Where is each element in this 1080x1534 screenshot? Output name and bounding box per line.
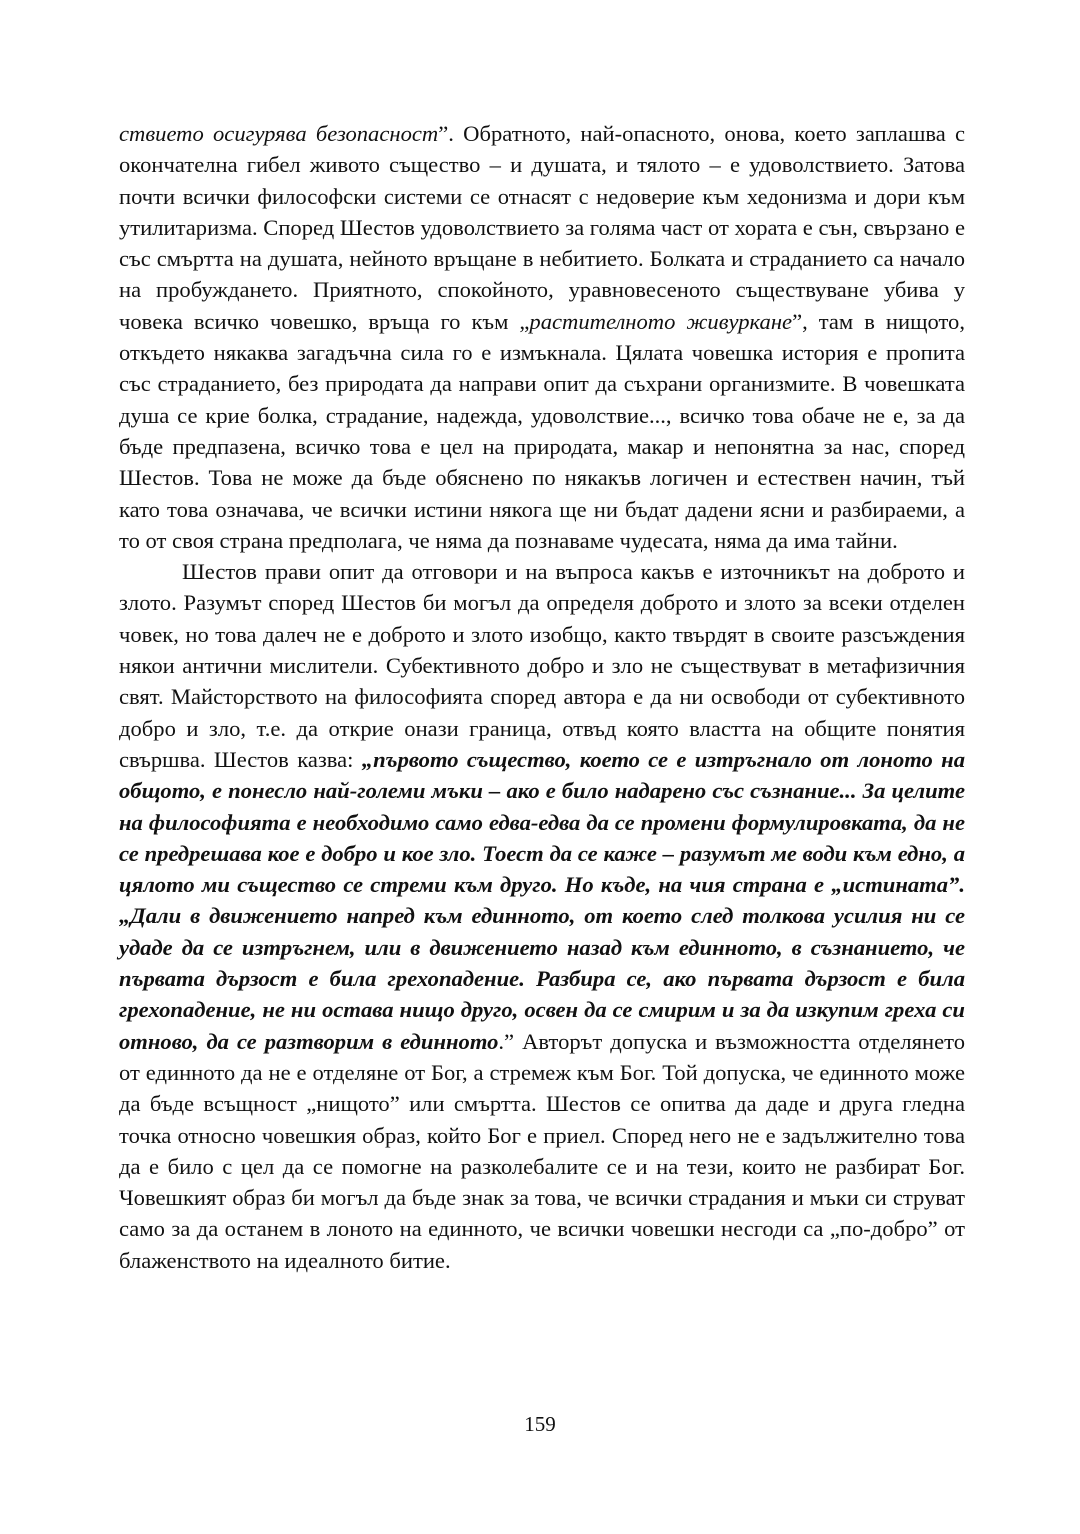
page-body xyxy=(119,118,965,1276)
page-number: 159 xyxy=(524,1412,556,1436)
body-text: Шестов прави опит да отговори и на въпроса какъв е източникът на доброто и злото. Разумът според Шестов би могъл да определя доброто и злото за всеки отделен човек, но това далеч не е доброто и злото изобщо, както твърдят в своите разсъждения някои антични мислители. Субективното добро и зло не съществуват в метафизичния свят. Майсторството на философията според автора е да ни освободи от субективното добро и зло, т.е. да открие онази граница, отвъд която властта на общите понятия свършва. Шестов казва: xyxy=(119,559,965,772)
italic-text: растителното живуркане xyxy=(529,308,793,334)
paragraph-1 xyxy=(119,118,965,556)
body-text: ”, там в нищото, откъдето някаква загадъчна сила го е измъкнала. Цялата човешка история е пропита със страданието, без природата да направи опит да съхрани организмите. В човешката душа се крие болка, страдание, надежда, удоволствие..., всичко това обаче не е, за да бъде предпазена, всичко това е цел на природата, макар и непонятна за нас, според Шестов. Това не може да бъде обяснено по някакъв логичен и естествен начин, тъй като това означава, че всички истини някога ще ни бъдат дадени ясни и разбираеми, а то от своя страна предполага, че няма да познаваме чудесата, няма да има тайни. xyxy=(119,308,965,553)
body-text: ”. Обратното, най-опасното, онова, което заплашва с окончателна гибел живото същество – и душата, и тялото – е удоволствието. Затова почти всички философски системи се отнасят с недоверие към хедонизма и дори към утилитаризма. Според Шестов удоволствието за голяма част от хората е сън, свързано е със смъртта на душата, нейното връщане в небитието. Болката и страданието са начало на пробуждането. Приятното, спокойното, уравновесеното съществуване убива у човека всичко човешко, връща го към „ xyxy=(119,121,965,334)
quotation-text: „първото същество, което се е изтръгнало от лоното на общото, е понесло най-големи мъки – ако е било надарено със съзнание... За целите на философията е необходимо само едва-едва да се промени формулировката, да не се предрешава кое е добро и кое зло. Тоест да се каже – разумът ме води към едно, а цялото ми същество се стреми към друго. Но къде, на чия страна е „истината”. „Дали в движението напред към единното, от което след толкова усилия ни се удаде да се изтръгнем, или в движението назад към единното, в съзнанието, че първата дързост е била грехопадение. Разбира се, ако първата дързост е била грехопадение, не ни остава нищо друго, освен да се смирим и за да изкупим греха си отново, да се разтворим в единното xyxy=(119,746,965,1054)
italic-text: ствието осигурява безопасност xyxy=(119,121,439,146)
body-text: .” Авторът допуска и възможността отделянето от единното да не е отделяне от Бог, а стремеж към Бог. Той допуска, че единното може да бъде всъщност „нищото” или смъртта. Шестов се опитва да даде и друга гледна точка относно човешкия образ, който Бог е приел. Според него не е задължително това да е било с цел да се помогне на разколебалите се и на тези, които не разбират Бог. Човешкият образ би могъл да бъде знак за това, че всички страдания и мъки си струват само за да останем в лоното на единното, че всички човешки несгоди са „по-добро” от блаженството на идеалното битие. xyxy=(119,1028,965,1273)
paragraph-2 xyxy=(119,556,965,1276)
